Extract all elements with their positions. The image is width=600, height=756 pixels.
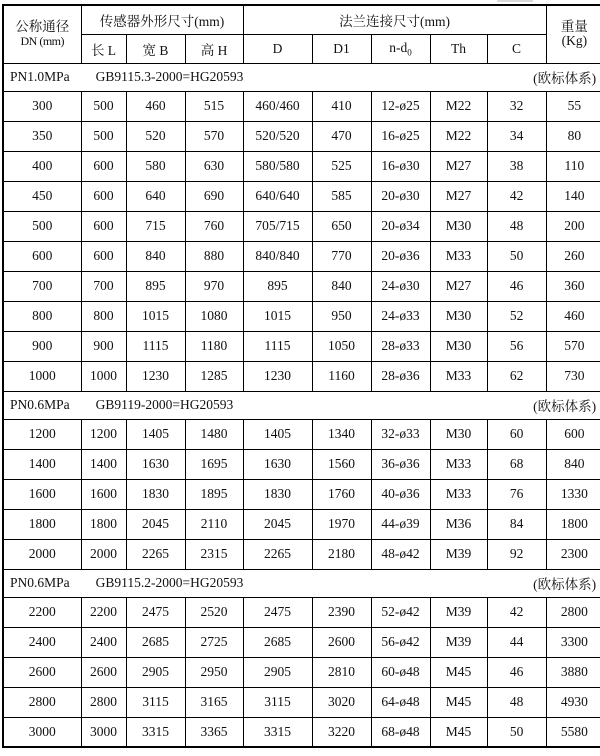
section-standard: GB9115.3-2000=HG20593 xyxy=(95,69,244,84)
table-row xyxy=(3,687,600,717)
table-cell: M27 xyxy=(430,151,487,181)
table-cell: 260 xyxy=(546,241,600,271)
table-cell: 500 xyxy=(81,121,126,151)
table-cell: 24-ø33 xyxy=(371,301,430,331)
header-d1: D1 xyxy=(312,34,371,63)
table-cell: 450 xyxy=(3,181,81,211)
table-cell: 1970 xyxy=(312,509,371,539)
table-cell: 1400 xyxy=(81,449,126,479)
section-pressure-rating: PN0.6MPa xyxy=(10,575,70,590)
table-cell: 3365 xyxy=(185,717,243,747)
table-cell: 1115 xyxy=(126,331,185,361)
table-cell: 840/840 xyxy=(243,241,312,271)
table-cell: 2200 xyxy=(3,597,81,627)
table-cell: 2315 xyxy=(185,539,243,569)
table-cell: 300 xyxy=(3,91,81,121)
table-cell: 1340 xyxy=(312,419,371,449)
table-cell: 12-ø25 xyxy=(371,91,430,121)
table-row xyxy=(3,597,600,627)
table-cell: 2200 xyxy=(81,597,126,627)
table-cell: 2810 xyxy=(312,657,371,687)
table-cell: 970 xyxy=(185,271,243,301)
table-cell: 1180 xyxy=(185,331,243,361)
table-cell: 900 xyxy=(81,331,126,361)
table-cell: 140 xyxy=(546,181,600,211)
header-d: D xyxy=(243,34,312,63)
table-cell: M27 xyxy=(430,271,487,301)
table-cell: M39 xyxy=(430,539,487,569)
table-cell: 950 xyxy=(312,301,371,331)
table-row xyxy=(3,509,600,539)
table-row xyxy=(3,241,600,271)
table-cell: 3000 xyxy=(81,717,126,747)
table-cell: M30 xyxy=(430,419,487,449)
table-cell: 2180 xyxy=(312,539,371,569)
table-cell: 520/520 xyxy=(243,121,312,151)
table-row xyxy=(3,361,600,391)
table-cell: 525 xyxy=(312,151,371,181)
section-standard: GB9115.2-2000=HG20593 xyxy=(95,575,244,590)
table-cell: 64-ø48 xyxy=(371,687,430,717)
table-cell: 1200 xyxy=(81,419,126,449)
table-cell: 56 xyxy=(487,331,546,361)
table-cell: 16-ø25 xyxy=(371,121,430,151)
table-cell: M33 xyxy=(430,479,487,509)
table-cell: 715 xyxy=(126,211,185,241)
header-nominal-diameter-unit: DN (mm) xyxy=(20,34,64,49)
table-cell: 600 xyxy=(81,151,126,181)
section-pressure-rating: PN1.0MPa xyxy=(10,69,70,84)
table-cell: 700 xyxy=(81,271,126,301)
table-cell: 2950 xyxy=(185,657,243,687)
header-weight-title: 重量 xyxy=(560,19,588,35)
table-cell: 34 xyxy=(487,121,546,151)
table-cell: 2800 xyxy=(3,687,81,717)
table-cell: M45 xyxy=(430,657,487,687)
table-cell: 690 xyxy=(185,181,243,211)
table-cell: M30 xyxy=(430,211,487,241)
header-th: Th xyxy=(430,34,487,63)
table-cell: 20-ø34 xyxy=(371,211,430,241)
table-cell: 28-ø36 xyxy=(371,361,430,391)
table-cell: 1405 xyxy=(126,419,185,449)
table-cell: M33 xyxy=(430,241,487,271)
table-cell: 1895 xyxy=(185,479,243,509)
table-cell: 80 xyxy=(546,121,600,151)
table-cell: M39 xyxy=(430,627,487,657)
table-cell: 400 xyxy=(3,151,81,181)
table-cell: 20-ø36 xyxy=(371,241,430,271)
table-cell: 630 xyxy=(185,151,243,181)
table-cell: 32-ø33 xyxy=(371,419,430,449)
table-cell: 1405 xyxy=(243,419,312,449)
header-weight-unit: (Kg) xyxy=(561,33,588,49)
table-cell: M22 xyxy=(430,121,487,151)
section-note: (欧标体系) xyxy=(533,71,597,86)
table-cell: 44-ø39 xyxy=(371,509,430,539)
table-cell: 700 xyxy=(3,271,81,301)
section-header-row xyxy=(3,63,600,91)
table-row xyxy=(3,479,600,509)
table-cell: 2045 xyxy=(243,509,312,539)
table-cell: 2265 xyxy=(126,539,185,569)
table-cell: 1560 xyxy=(312,449,371,479)
table-cell: M30 xyxy=(430,331,487,361)
section-pressure-rating: PN0.6MPa xyxy=(10,397,70,412)
table-cell: 580/580 xyxy=(243,151,312,181)
table-cell: 68 xyxy=(487,449,546,479)
table-cell: 900 xyxy=(3,331,81,361)
table-cell: 92 xyxy=(487,539,546,569)
header-n-d0: $n-d_0$ xyxy=(371,34,430,63)
table-cell: 1695 xyxy=(185,449,243,479)
page-crop-artifact xyxy=(497,0,533,2)
table-cell: 68-ø48 xyxy=(371,717,430,747)
table-cell: 3115 xyxy=(243,687,312,717)
table-cell: 2800 xyxy=(81,687,126,717)
table-row xyxy=(3,419,600,449)
table-cell: 1200 xyxy=(3,419,81,449)
table-row xyxy=(3,331,600,361)
table-cell: 600 xyxy=(3,241,81,271)
table-cell: 2400 xyxy=(3,627,81,657)
table-cell: 2600 xyxy=(81,657,126,687)
table-cell: 84 xyxy=(487,509,546,539)
table-cell: 1830 xyxy=(126,479,185,509)
table-cell: 895 xyxy=(243,271,312,301)
table-cell: M30 xyxy=(430,301,487,331)
table-cell: 1760 xyxy=(312,479,371,509)
table-cell: 52-ø42 xyxy=(371,597,430,627)
table-cell: 1800 xyxy=(81,509,126,539)
table-cell: 50 xyxy=(487,241,546,271)
table-row xyxy=(3,717,600,747)
table-cell: 2400 xyxy=(81,627,126,657)
table-cell: 470 xyxy=(312,121,371,151)
table-cell: 52 xyxy=(487,301,546,331)
table-cell: 48 xyxy=(487,687,546,717)
section-header-cell xyxy=(3,391,600,419)
section-header-cell xyxy=(3,569,600,597)
table-cell: 56-ø42 xyxy=(371,627,430,657)
table-cell: M22 xyxy=(430,91,487,121)
table-cell: 500 xyxy=(81,91,126,121)
section-header-row xyxy=(3,569,600,597)
table-cell: 42 xyxy=(487,597,546,627)
table-cell: 1230 xyxy=(243,361,312,391)
table-cell: 3115 xyxy=(126,687,185,717)
table-cell: 650 xyxy=(312,211,371,241)
table-cell: 410 xyxy=(312,91,371,121)
table-cell: 880 xyxy=(185,241,243,271)
header-nominal-diameter xyxy=(3,5,81,63)
table-cell: M36 xyxy=(430,509,487,539)
table-cell: 1115 xyxy=(243,331,312,361)
table-cell: 1000 xyxy=(3,361,81,391)
table-cell: 2265 xyxy=(243,539,312,569)
table-cell: 1800 xyxy=(546,509,600,539)
table-cell: M39 xyxy=(430,597,487,627)
table-cell: 60-ø48 xyxy=(371,657,430,687)
table-cell: 55 xyxy=(546,91,600,121)
section-note: (欧标体系) xyxy=(533,399,597,414)
table-cell: 60 xyxy=(487,419,546,449)
table-cell: 2725 xyxy=(185,627,243,657)
table-row xyxy=(3,539,600,569)
table-row xyxy=(3,627,600,657)
table-cell: 840 xyxy=(546,449,600,479)
table-cell: 1630 xyxy=(243,449,312,479)
header-nominal-diameter-title: 公称通径 xyxy=(15,19,70,35)
table-row xyxy=(3,211,600,241)
table-cell: 840 xyxy=(312,271,371,301)
table-cell: 1400 xyxy=(3,449,81,479)
table-cell: 570 xyxy=(185,121,243,151)
header-flange-dimensions-group: 法兰连接尺寸(mm) xyxy=(243,5,546,34)
table-row xyxy=(3,91,600,121)
table-row xyxy=(3,449,600,479)
table-cell: 2000 xyxy=(81,539,126,569)
table-cell: 2110 xyxy=(185,509,243,539)
table-cell: 360 xyxy=(546,271,600,301)
table-cell: 2475 xyxy=(243,597,312,627)
table-cell: 2685 xyxy=(243,627,312,657)
table-cell: 2905 xyxy=(243,657,312,687)
table-cell: 3315 xyxy=(243,717,312,747)
table-cell: 500 xyxy=(3,211,81,241)
table-cell: 2045 xyxy=(126,509,185,539)
table-cell: 1050 xyxy=(312,331,371,361)
header-length-l: 长 L xyxy=(81,34,126,63)
table-cell: 600 xyxy=(81,241,126,271)
table-cell: 580 xyxy=(126,151,185,181)
table-row xyxy=(3,271,600,301)
table-cell: 3880 xyxy=(546,657,600,687)
table-cell: 640 xyxy=(126,181,185,211)
table-cell: 1330 xyxy=(546,479,600,509)
table-row xyxy=(3,121,600,151)
table-cell: M27 xyxy=(430,181,487,211)
table-cell: 760 xyxy=(185,211,243,241)
table-cell: 1630 xyxy=(126,449,185,479)
table-cell: 1600 xyxy=(3,479,81,509)
header-width-b: 宽 B xyxy=(126,34,185,63)
table-cell: 1230 xyxy=(126,361,185,391)
table-row xyxy=(3,181,600,211)
table-cell: 200 xyxy=(546,211,600,241)
table-cell: 2475 xyxy=(126,597,185,627)
table-cell: 48-ø42 xyxy=(371,539,430,569)
table-cell: 40-ø36 xyxy=(371,479,430,509)
table-cell: 48 xyxy=(487,211,546,241)
section-header-cell xyxy=(3,63,600,91)
table-cell: 16-ø30 xyxy=(371,151,430,181)
section-standard: GB9119-2000=HG20593 xyxy=(95,397,234,412)
table-row xyxy=(3,657,600,687)
table-cell: 600 xyxy=(546,419,600,449)
table-cell: 1480 xyxy=(185,419,243,449)
table-cell: 1015 xyxy=(126,301,185,331)
section-note: (欧标体系) xyxy=(533,577,597,592)
flange-dimension-table xyxy=(2,4,600,748)
table-cell: 585 xyxy=(312,181,371,211)
table-cell: 42 xyxy=(487,181,546,211)
table-cell: 2905 xyxy=(126,657,185,687)
table-cell: 800 xyxy=(3,301,81,331)
table-cell: 460/460 xyxy=(243,91,312,121)
table-cell: 2300 xyxy=(546,539,600,569)
table-cell: 46 xyxy=(487,657,546,687)
table-cell: 1080 xyxy=(185,301,243,331)
section-header-row xyxy=(3,391,600,419)
table-cell: 600 xyxy=(81,211,126,241)
table-cell: 730 xyxy=(546,361,600,391)
table-cell: 32 xyxy=(487,91,546,121)
table-row xyxy=(3,151,600,181)
table-cell: 800 xyxy=(81,301,126,331)
table-cell: 600 xyxy=(81,181,126,211)
table-cell: 2685 xyxy=(126,627,185,657)
table-cell: 36-ø36 xyxy=(371,449,430,479)
table-cell: 640/640 xyxy=(243,181,312,211)
header-sensor-dimensions-group: 传感器外形尺寸(mm) xyxy=(81,5,243,34)
table-cell: 76 xyxy=(487,479,546,509)
table-cell: M45 xyxy=(430,717,487,747)
table-cell: 62 xyxy=(487,361,546,391)
table-cell: 1600 xyxy=(81,479,126,509)
table-cell: 770 xyxy=(312,241,371,271)
table-cell: M45 xyxy=(430,687,487,717)
table-cell: 1285 xyxy=(185,361,243,391)
table-cell: 840 xyxy=(126,241,185,271)
header-weight xyxy=(546,5,600,63)
table-cell: 460 xyxy=(126,91,185,121)
table-cell: 28-ø33 xyxy=(371,331,430,361)
table-cell: 38 xyxy=(487,151,546,181)
table-cell: 2800 xyxy=(546,597,600,627)
table-cell: 895 xyxy=(126,271,185,301)
table-cell: M33 xyxy=(430,449,487,479)
table-cell: 2000 xyxy=(3,539,81,569)
table-cell: 3020 xyxy=(312,687,371,717)
table-body xyxy=(3,63,600,747)
table-cell: 515 xyxy=(185,91,243,121)
table-header xyxy=(3,5,600,63)
table-cell: 1160 xyxy=(312,361,371,391)
table-cell: 1000 xyxy=(81,361,126,391)
table-cell: 50 xyxy=(487,717,546,747)
table-cell: 2520 xyxy=(185,597,243,627)
table-cell: 46 xyxy=(487,271,546,301)
table-cell: 44 xyxy=(487,627,546,657)
table-cell: 1800 xyxy=(3,509,81,539)
table-cell: 2390 xyxy=(312,597,371,627)
table-cell: 460 xyxy=(546,301,600,331)
table-cell: 20-ø30 xyxy=(371,181,430,211)
table-cell: 3165 xyxy=(185,687,243,717)
header-height-h: 高 H xyxy=(185,34,243,63)
table-cell: 2600 xyxy=(312,627,371,657)
table-cell: 2600 xyxy=(3,657,81,687)
table-cell: 3000 xyxy=(3,717,81,747)
table-row xyxy=(3,301,600,331)
table-cell: 110 xyxy=(546,151,600,181)
table-cell: M33 xyxy=(430,361,487,391)
header-c: C xyxy=(487,34,546,63)
table-cell: 520 xyxy=(126,121,185,151)
table-cell: 4930 xyxy=(546,687,600,717)
table-cell: 1015 xyxy=(243,301,312,331)
table-cell: 570 xyxy=(546,331,600,361)
table-cell: 24-ø30 xyxy=(371,271,430,301)
table-cell: 3300 xyxy=(546,627,600,657)
table-cell: 350 xyxy=(3,121,81,151)
table-cell: 5580 xyxy=(546,717,600,747)
table-cell: 3220 xyxy=(312,717,371,747)
table-cell: 705/715 xyxy=(243,211,312,241)
table-cell: 3315 xyxy=(126,717,185,747)
table-cell: 1830 xyxy=(243,479,312,509)
